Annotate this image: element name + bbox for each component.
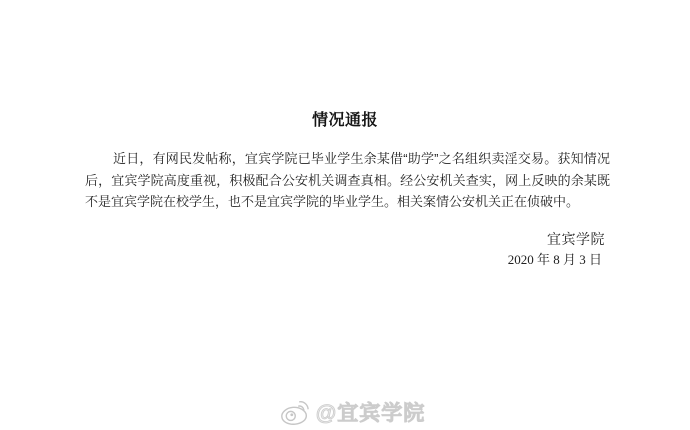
notice-body-line-1: 近日，有网民发帖称，宜宾学院已毕业学生余某借“助学”之名组织卖淫交易。获知情况 — [113, 151, 610, 166]
notice-title: 情况通报 — [311, 112, 378, 129]
weibo-handle: @宜宾学院 — [315, 402, 426, 425]
notice-body-line-2: 后，宜宾学院高度重视，积极配合公安机关调查真相。经公安机关查实，网上反映的余某既 — [85, 172, 610, 188]
weibo-icon — [279, 398, 311, 427]
notice-signature: 宜宾学院 — [547, 231, 605, 247]
notice-date: 2020 年 8 月 3 日 — [507, 252, 602, 267]
weibo-watermark — [0, 396, 690, 428]
notice-body-line-3: 不是宜宾学院在校学生，也不是宜宾学院的毕业学生。相关案情公安机关正在侦破中。 — [85, 194, 580, 209]
notice-body — [85, 148, 610, 213]
